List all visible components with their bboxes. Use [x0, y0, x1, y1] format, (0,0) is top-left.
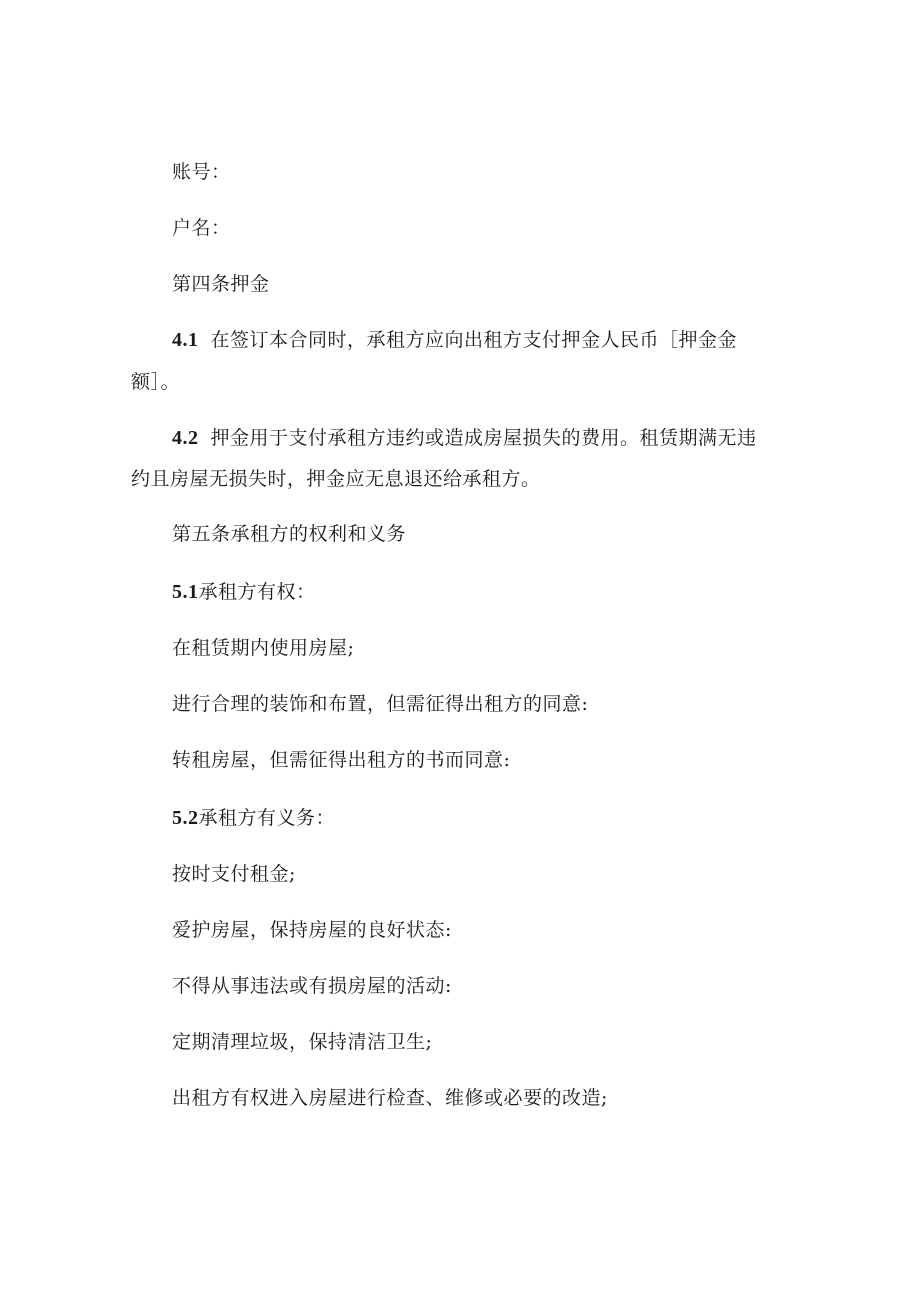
- clause-5-2-item: 出租方有权进入房屋进行检查、维修或必要的改造;: [172, 1087, 608, 1109]
- clause-4-1-line-1: [172, 328, 737, 352]
- clause-5-2-number: 5.2: [172, 807, 199, 829]
- article-4-heading: 第四条押金: [172, 273, 270, 295]
- clause-5-2-item: 定期清理垃圾，保持清洁卫生;: [172, 1031, 433, 1053]
- clause-4-2-line-1: [172, 426, 757, 450]
- clause-5-1-item: 转租房屋，但需征得出租方的书而同意:: [172, 749, 511, 771]
- clause-5-2-item: 按时支付租金;: [172, 863, 296, 885]
- clause-4-1-text-1: 在签订本合同时，承租方应向出租方支付押金人民币［押金金: [210, 329, 738, 351]
- clause-5-1-heading: [172, 580, 316, 604]
- clause-5-1-item: 在租赁期内使用房屋;: [172, 637, 355, 659]
- clause-5-2-heading: [172, 806, 335, 830]
- clause-4-2-text-1: 押金用于支付承租方违约或造成房屋损失的费用。租赁期满无违: [210, 427, 757, 449]
- account-label: 账号：: [172, 161, 231, 183]
- clause-5-2-title: 承租方有义务：: [198, 807, 336, 829]
- clause-4-2-line-2: 约且房屋无损失时，押金应无息退还给承租方。: [131, 468, 541, 490]
- clause-4-2-number: 4.2: [172, 427, 199, 449]
- clause-5-1-title: 承租方有权：: [198, 581, 316, 603]
- clause-5-1-item: 进行合理的装饰和布置，但需征得出租方的同意:: [172, 693, 589, 715]
- clause-5-2-item: 不得从事违法或有损房屋的活动:: [172, 975, 452, 997]
- clause-4-1-number: 4.1: [172, 329, 199, 351]
- article-5-heading: 第五条承租方的权利和义务: [172, 523, 407, 545]
- account-name-label: 户名：: [172, 217, 231, 239]
- clause-5-1-number: 5.1: [172, 581, 199, 603]
- clause-4-1-line-2: 额］。: [131, 371, 181, 393]
- clause-5-2-item: 爱护房屋，保持房屋的良好状态:: [172, 919, 452, 941]
